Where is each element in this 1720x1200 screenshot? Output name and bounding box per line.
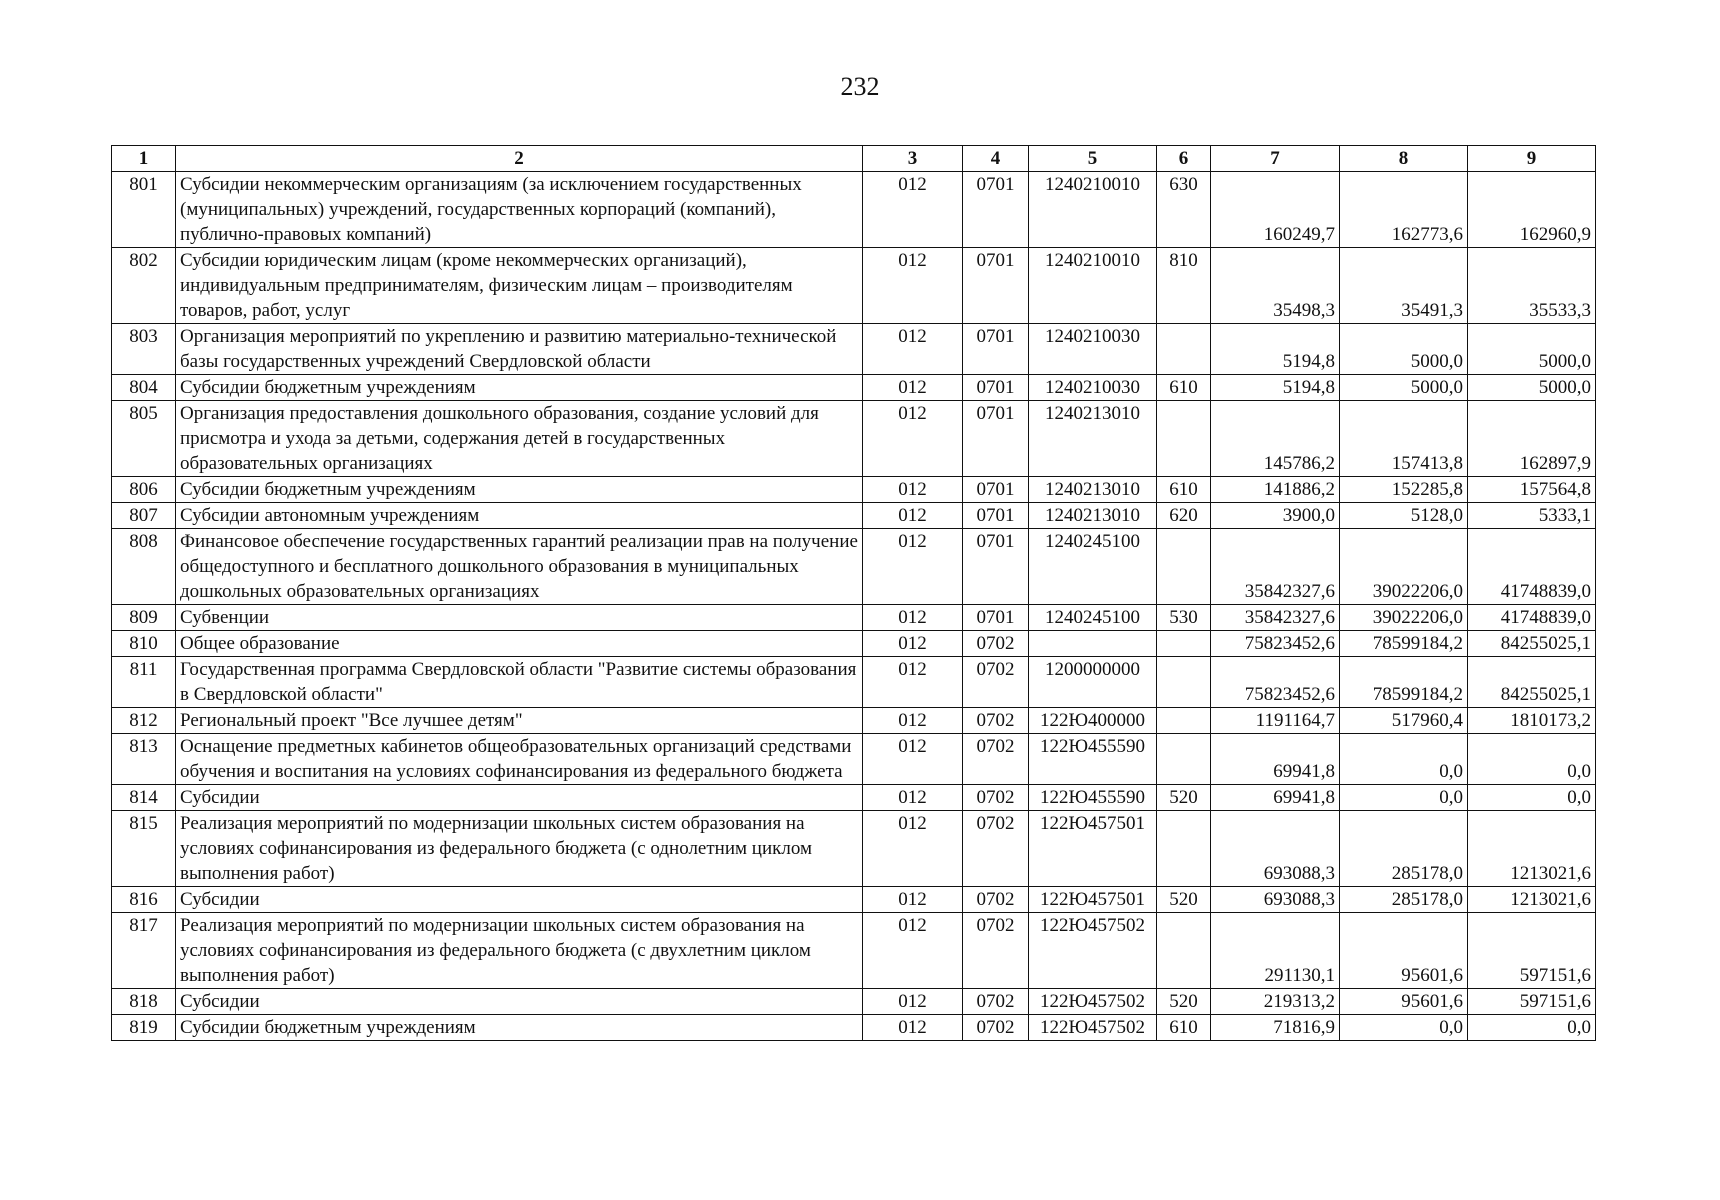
amount-col7-cell: 35842327,6 [1211, 605, 1340, 631]
description-cell: Оснащение предметных кабинетов общеобразовательных организаций средствами обучения и воспитания на условиях софинансирования из федерального бюджета [176, 734, 863, 785]
target-article-cell: 1240245100 [1029, 529, 1157, 605]
description-cell: Субсидии некоммерческим организациям (за исключением государственных (муниципальных) учреждений, государственных корпораций (компаний), публично-правовых компаний) [176, 172, 863, 248]
table-row [112, 811, 1596, 887]
column-header: 8 [1340, 146, 1468, 172]
row-number-cell: 816 [112, 887, 176, 913]
section-code-cell: 0702 [963, 1015, 1029, 1041]
section-code-cell: 0701 [963, 503, 1029, 529]
admin-code-cell: 012 [863, 989, 963, 1015]
expense-type-cell [1157, 708, 1211, 734]
table-row [112, 989, 1596, 1015]
target-article-cell [1029, 631, 1157, 657]
amount-col9-cell: 1810173,2 [1468, 708, 1596, 734]
admin-code-cell: 012 [863, 631, 963, 657]
table-row [112, 477, 1596, 503]
amount-col8-cell: 285178,0 [1340, 887, 1468, 913]
expense-type-cell: 810 [1157, 248, 1211, 324]
amount-col8-cell: 95601,6 [1340, 913, 1468, 989]
row-number-cell: 817 [112, 913, 176, 989]
row-number-cell: 803 [112, 324, 176, 375]
target-article-cell: 1240213010 [1029, 401, 1157, 477]
table-row [112, 657, 1596, 708]
column-header: 9 [1468, 146, 1596, 172]
amount-col7-cell: 35842327,6 [1211, 529, 1340, 605]
amount-col9-cell: 5000,0 [1468, 324, 1596, 375]
target-article-cell: 122Ю455590 [1029, 734, 1157, 785]
description-cell: Субсидии [176, 785, 863, 811]
target-article-cell: 1240213010 [1029, 477, 1157, 503]
amount-col7-cell: 219313,2 [1211, 989, 1340, 1015]
section-code-cell: 0702 [963, 887, 1029, 913]
section-code-cell: 0701 [963, 477, 1029, 503]
amount-col8-cell: 517960,4 [1340, 708, 1468, 734]
column-header: 7 [1211, 146, 1340, 172]
amount-col8-cell: 285178,0 [1340, 811, 1468, 887]
budget-table [111, 145, 1596, 1041]
amount-col9-cell: 597151,6 [1468, 913, 1596, 989]
expense-type-cell: 620 [1157, 503, 1211, 529]
column-header: 3 [863, 146, 963, 172]
table-row [112, 324, 1596, 375]
amount-col9-cell: 0,0 [1468, 734, 1596, 785]
amount-col8-cell: 0,0 [1340, 734, 1468, 785]
amount-col9-cell: 41748839,0 [1468, 605, 1596, 631]
row-number-cell: 807 [112, 503, 176, 529]
table-row [112, 734, 1596, 785]
row-number-cell: 811 [112, 657, 176, 708]
target-article-cell: 1200000000 [1029, 657, 1157, 708]
amount-col7-cell: 141886,2 [1211, 477, 1340, 503]
section-code-cell: 0701 [963, 172, 1029, 248]
admin-code-cell: 012 [863, 529, 963, 605]
expense-type-cell [1157, 529, 1211, 605]
expense-type-cell: 520 [1157, 989, 1211, 1015]
description-cell: Организация мероприятий по укреплению и развитию материально-технической базы государственных учреждений Свердловской области [176, 324, 863, 375]
amount-col9-cell: 84255025,1 [1468, 657, 1596, 708]
row-number-cell: 815 [112, 811, 176, 887]
amount-col8-cell: 0,0 [1340, 785, 1468, 811]
description-cell: Субсидии [176, 989, 863, 1015]
amount-col8-cell: 157413,8 [1340, 401, 1468, 477]
section-code-cell: 0701 [963, 401, 1029, 477]
expense-type-cell [1157, 401, 1211, 477]
description-cell: Субсидии автономным учреждениям [176, 503, 863, 529]
section-code-cell: 0702 [963, 913, 1029, 989]
admin-code-cell: 012 [863, 477, 963, 503]
amount-col7-cell: 5194,8 [1211, 375, 1340, 401]
amount-col8-cell: 5128,0 [1340, 503, 1468, 529]
expense-type-cell [1157, 734, 1211, 785]
amount-col8-cell: 35491,3 [1340, 248, 1468, 324]
amount-col7-cell: 75823452,6 [1211, 631, 1340, 657]
amount-col8-cell: 162773,6 [1340, 172, 1468, 248]
section-code-cell: 0702 [963, 734, 1029, 785]
description-cell: Реализация мероприятий по модернизации школьных систем образования на условиях софинансирования из федерального бюджета (с двухлетним циклом выполнения работ) [176, 913, 863, 989]
expense-type-cell: 610 [1157, 477, 1211, 503]
amount-col7-cell: 693088,3 [1211, 887, 1340, 913]
amount-col9-cell: 35533,3 [1468, 248, 1596, 324]
row-number-cell: 818 [112, 989, 176, 1015]
description-cell: Реализация мероприятий по модернизации школьных систем образования на условиях софинансирования из федерального бюджета (с однолетним циклом выполнения работ) [176, 811, 863, 887]
row-number-cell: 802 [112, 248, 176, 324]
amount-col7-cell: 5194,8 [1211, 324, 1340, 375]
amount-col9-cell: 597151,6 [1468, 989, 1596, 1015]
amount-col9-cell: 84255025,1 [1468, 631, 1596, 657]
amount-col9-cell: 157564,8 [1468, 477, 1596, 503]
amount-col9-cell: 41748839,0 [1468, 529, 1596, 605]
amount-col9-cell: 1213021,6 [1468, 887, 1596, 913]
admin-code-cell: 012 [863, 734, 963, 785]
admin-code-cell: 012 [863, 657, 963, 708]
target-article-cell: 1240245100 [1029, 605, 1157, 631]
section-code-cell: 0701 [963, 529, 1029, 605]
table-row [112, 172, 1596, 248]
amount-col8-cell: 78599184,2 [1340, 631, 1468, 657]
amount-col8-cell: 5000,0 [1340, 324, 1468, 375]
amount-col8-cell: 78599184,2 [1340, 657, 1468, 708]
target-article-cell: 122Ю457502 [1029, 989, 1157, 1015]
row-number-cell: 804 [112, 375, 176, 401]
row-number-cell: 805 [112, 401, 176, 477]
row-number-cell: 809 [112, 605, 176, 631]
description-cell: Субсидии юридическим лицам (кроме некоммерческих организаций), индивидуальным предпринимателям, физическим лицам – производителям товаров, работ, услуг [176, 248, 863, 324]
column-header: 6 [1157, 146, 1211, 172]
table-row [112, 708, 1596, 734]
row-number-cell: 813 [112, 734, 176, 785]
expense-type-cell: 530 [1157, 605, 1211, 631]
target-article-cell: 122Ю400000 [1029, 708, 1157, 734]
target-article-cell: 1240210010 [1029, 248, 1157, 324]
amount-col9-cell: 5333,1 [1468, 503, 1596, 529]
row-number-cell: 810 [112, 631, 176, 657]
target-article-cell: 122Ю457502 [1029, 913, 1157, 989]
row-number-cell: 819 [112, 1015, 176, 1041]
table-row [112, 375, 1596, 401]
description-cell: Субсидии [176, 887, 863, 913]
column-header: 1 [112, 146, 176, 172]
target-article-cell: 122Ю457501 [1029, 811, 1157, 887]
section-code-cell: 0702 [963, 657, 1029, 708]
amount-col7-cell: 35498,3 [1211, 248, 1340, 324]
section-code-cell: 0702 [963, 631, 1029, 657]
table-row [112, 631, 1596, 657]
column-header: 2 [176, 146, 863, 172]
amount-col8-cell: 39022206,0 [1340, 605, 1468, 631]
amount-col7-cell: 160249,7 [1211, 172, 1340, 248]
section-code-cell: 0701 [963, 375, 1029, 401]
expense-type-cell: 520 [1157, 887, 1211, 913]
section-code-cell: 0701 [963, 324, 1029, 375]
section-code-cell: 0702 [963, 708, 1029, 734]
expense-type-cell [1157, 631, 1211, 657]
expense-type-cell: 610 [1157, 375, 1211, 401]
admin-code-cell: 012 [863, 708, 963, 734]
description-cell: Субвенции [176, 605, 863, 631]
amount-col7-cell: 145786,2 [1211, 401, 1340, 477]
section-code-cell: 0702 [963, 811, 1029, 887]
amount-col9-cell: 0,0 [1468, 785, 1596, 811]
amount-col7-cell: 1191164,7 [1211, 708, 1340, 734]
table-row [112, 248, 1596, 324]
target-article-cell: 1240213010 [1029, 503, 1157, 529]
amount-col9-cell: 162897,9 [1468, 401, 1596, 477]
expense-type-cell [1157, 657, 1211, 708]
description-cell: Региональный проект "Все лучшее детям" [176, 708, 863, 734]
expense-type-cell: 610 [1157, 1015, 1211, 1041]
description-cell: Субсидии бюджетным учреждениям [176, 477, 863, 503]
table-row [112, 887, 1596, 913]
amount-col8-cell: 0,0 [1340, 1015, 1468, 1041]
target-article-cell: 122Ю457502 [1029, 1015, 1157, 1041]
target-article-cell: 1240210030 [1029, 375, 1157, 401]
admin-code-cell: 012 [863, 785, 963, 811]
amount-col7-cell: 3900,0 [1211, 503, 1340, 529]
section-code-cell: 0702 [963, 989, 1029, 1015]
header-row [112, 146, 1596, 172]
description-cell: Субсидии бюджетным учреждениям [176, 1015, 863, 1041]
section-code-cell: 0701 [963, 248, 1029, 324]
section-code-cell: 0701 [963, 605, 1029, 631]
expense-type-cell: 630 [1157, 172, 1211, 248]
amount-col8-cell: 152285,8 [1340, 477, 1468, 503]
table-row [112, 1015, 1596, 1041]
amount-col7-cell: 69941,8 [1211, 785, 1340, 811]
description-cell: Государственная программа Свердловской области "Развитие системы образования в Свердловской области" [176, 657, 863, 708]
target-article-cell: 1240210010 [1029, 172, 1157, 248]
admin-code-cell: 012 [863, 605, 963, 631]
section-code-cell: 0702 [963, 785, 1029, 811]
admin-code-cell: 012 [863, 248, 963, 324]
row-number-cell: 814 [112, 785, 176, 811]
amount-col7-cell: 693088,3 [1211, 811, 1340, 887]
description-cell: Субсидии бюджетным учреждениям [176, 375, 863, 401]
amount-col7-cell: 75823452,6 [1211, 657, 1340, 708]
amount-col8-cell: 95601,6 [1340, 989, 1468, 1015]
table-row [112, 529, 1596, 605]
admin-code-cell: 012 [863, 811, 963, 887]
amount-col9-cell: 1213021,6 [1468, 811, 1596, 887]
amount-col8-cell: 5000,0 [1340, 375, 1468, 401]
target-article-cell: 122Ю457501 [1029, 887, 1157, 913]
amount-col9-cell: 162960,9 [1468, 172, 1596, 248]
page-number: 232 [840, 72, 880, 101]
description-cell: Финансовое обеспечение государственных гарантий реализации прав на получение общедоступного и бесплатного дошкольного образования в муниципальных дошкольных образовательных организациях [176, 529, 863, 605]
table-row [112, 401, 1596, 477]
expense-type-cell [1157, 324, 1211, 375]
table-row [112, 913, 1596, 989]
description-cell: Общее образование [176, 631, 863, 657]
table-row [112, 605, 1596, 631]
target-article-cell: 122Ю455590 [1029, 785, 1157, 811]
column-header: 5 [1029, 146, 1157, 172]
amount-col7-cell: 291130,1 [1211, 913, 1340, 989]
amount-col9-cell: 5000,0 [1468, 375, 1596, 401]
column-header: 4 [963, 146, 1029, 172]
admin-code-cell: 012 [863, 1015, 963, 1041]
row-number-cell: 808 [112, 529, 176, 605]
admin-code-cell: 012 [863, 503, 963, 529]
row-number-cell: 801 [112, 172, 176, 248]
description-cell: Организация предоставления дошкольного образования, создание условий для присмотра и ухода за детьми, содержания детей в государственных образовательных организациях [176, 401, 863, 477]
target-article-cell: 1240210030 [1029, 324, 1157, 375]
admin-code-cell: 012 [863, 913, 963, 989]
amount-col7-cell: 71816,9 [1211, 1015, 1340, 1041]
expense-type-cell [1157, 811, 1211, 887]
admin-code-cell: 012 [863, 172, 963, 248]
admin-code-cell: 012 [863, 887, 963, 913]
row-number-cell: 812 [112, 708, 176, 734]
expense-type-cell [1157, 913, 1211, 989]
table-row [112, 785, 1596, 811]
table-row [112, 503, 1596, 529]
admin-code-cell: 012 [863, 375, 963, 401]
amount-col9-cell: 0,0 [1468, 1015, 1596, 1041]
amount-col8-cell: 39022206,0 [1340, 529, 1468, 605]
expense-type-cell: 520 [1157, 785, 1211, 811]
row-number-cell: 806 [112, 477, 176, 503]
amount-col7-cell: 69941,8 [1211, 734, 1340, 785]
admin-code-cell: 012 [863, 401, 963, 477]
admin-code-cell: 012 [863, 324, 963, 375]
